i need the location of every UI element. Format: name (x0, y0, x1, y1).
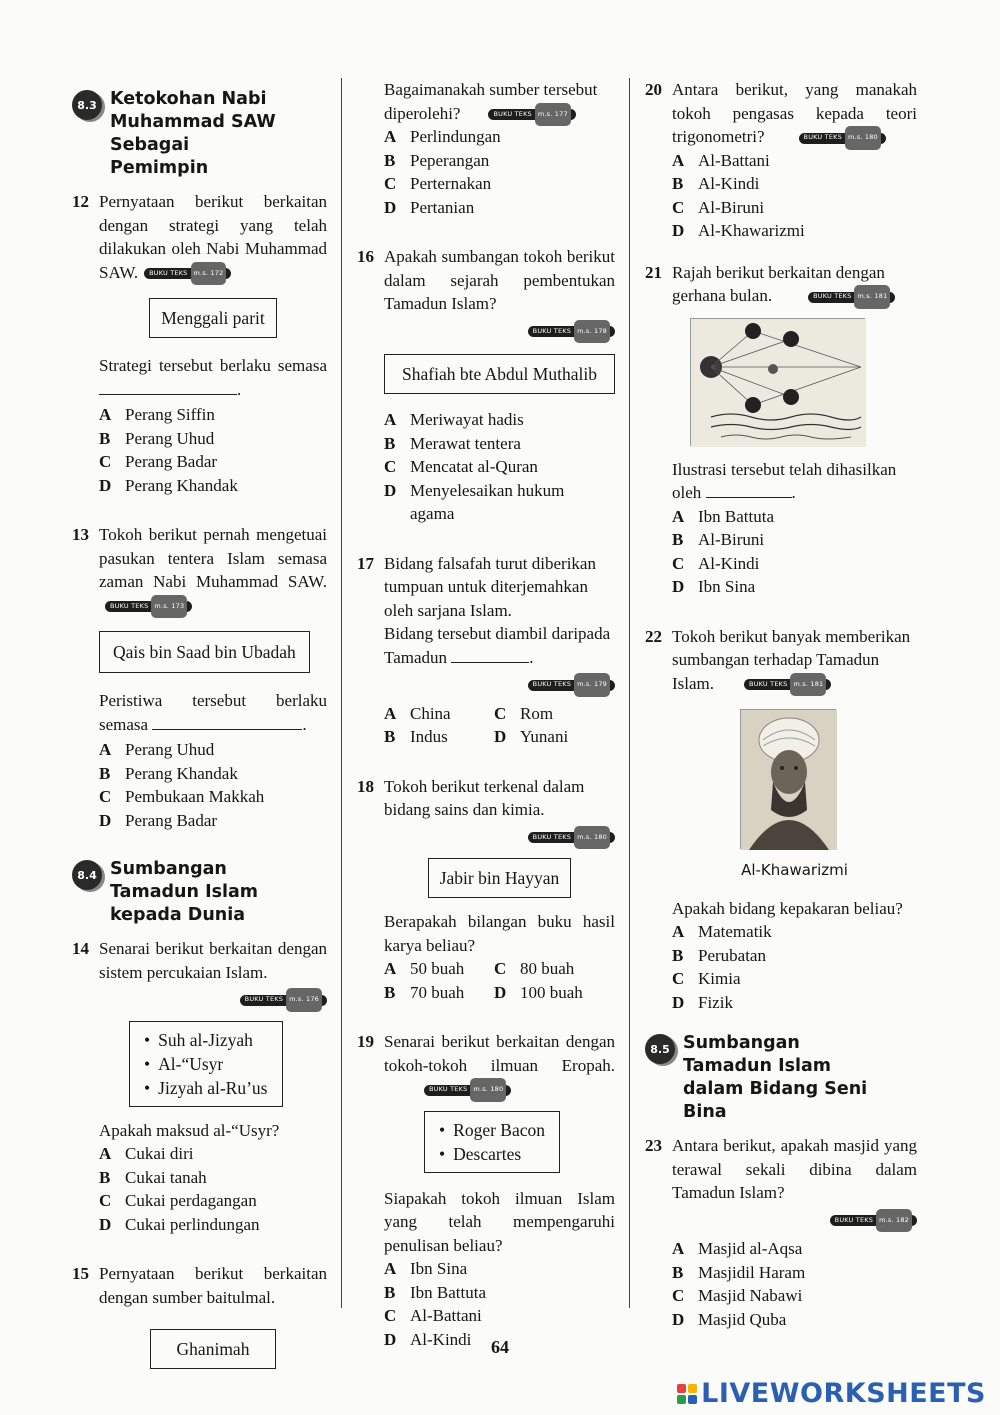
options (99, 403, 327, 497)
question-text: Pernyataan berikut berkaitan dengan sumber baitulmal. (99, 1264, 327, 1307)
option-a[interactable]: A Masjid al-Aqsa (672, 1239, 803, 1258)
section-8-5 (645, 1032, 917, 1124)
section-8-4 (72, 858, 327, 927)
answer-blank[interactable] (451, 662, 529, 663)
question-text: Pernyataan berikut berkaitan dengan strategi yang telah dilakukan oleh Nabi Muhammad SAW. (99, 192, 327, 282)
option-c[interactable]: C Mencatat al-Quran (384, 457, 538, 476)
textbook-ref-tag: BUKU TEKS m.s. 181 (808, 292, 895, 303)
option-b[interactable]: B Perubatan (672, 945, 766, 965)
textbook-ref-tag: BUKU TEKS m.s. 176 (240, 995, 327, 1006)
option-d[interactable]: D Al-Kindi (384, 1329, 472, 1349)
textbook-ref-tag: BUKU TEKS m.s. 182 (830, 1215, 917, 1226)
options (99, 1142, 327, 1236)
option-d[interactable]: D Cukai perlindungan (99, 1214, 260, 1234)
question-text: Bidang falsafah turut diberikan tumpuan untuk diterjemahkan oleh sarjana Islam. (384, 553, 596, 620)
option-a[interactable]: A Perlindungan (384, 127, 501, 146)
question-15 (72, 1262, 327, 1385)
question-18 (357, 775, 615, 1005)
question-text: Senarai berikut berkaitan dengan tokoh-tokoh ilmuan Eropah. (384, 1032, 615, 1075)
textbook-ref-tag: BUKU TEKS m.s. 181 (744, 679, 831, 690)
option-d[interactable]: D Yunani (494, 727, 569, 746)
option-d[interactable]: D Ibn Sina (672, 577, 756, 596)
section-title: Ketokohan Nabi Muhammad SAW Sebagai Pemimpin (110, 89, 276, 178)
column-divider (629, 78, 630, 1308)
section-title: Sumbangan Tamadun Islam dalam Bidang Seni Bina (683, 1033, 868, 1122)
option-b[interactable]: B Indus (384, 727, 448, 746)
question-text: Tokoh berikut pernah mengetuai pasukan tentera Islam semasa zaman Nabi Muhammad SAW. (99, 525, 327, 591)
option-a[interactable]: A Perang Siffin (99, 405, 215, 424)
question-number: 20 (645, 80, 662, 99)
section-badge: 8.4 (72, 860, 102, 890)
column-1 (72, 78, 327, 1389)
column-divider (341, 78, 342, 1308)
option-b[interactable]: B Al-Kindi (672, 174, 760, 193)
question-stem: Bagaimanakah sumber tersebut diperolehi? (384, 80, 598, 123)
option-b[interactable]: B Ibn Battuta (384, 1282, 487, 1302)
question-12: 12 Pernyataan berikut berkaitan dengan strategi yang telah dilakukan oleh Nabi Muhammad SAW. BUKU TEKS m.s. 172 Menggali parit Strategi tersebut berlaku semasa . A Perang Siffin B Perang Uhud C Perang Badar D Perang Khandak (72, 190, 327, 497)
lunar-eclipse-illustration (690, 318, 865, 446)
section-8-3 (72, 88, 327, 180)
list-item: • Descartes (439, 1142, 545, 1166)
stimulus-list (129, 1021, 283, 1107)
option-a[interactable]: A Meriwayat hadis (384, 410, 524, 429)
textbook-ref-tag: BUKU TEKS m.s. 173 (105, 601, 192, 612)
options (384, 702, 615, 749)
option-d[interactable]: D 100 buah (494, 982, 583, 1002)
question-19 (357, 1030, 615, 1351)
question-14 (72, 937, 327, 1236)
options (672, 1237, 917, 1331)
question-number: 16 (357, 247, 374, 266)
section-title: Sumbangan Tamadun Islam kepada Dunia (110, 859, 259, 925)
section-badge: 8.3 (72, 90, 102, 120)
question-stem: Ilustrasi tersebut telah dihasilkan oleh (672, 459, 897, 502)
stimulus-box: Ghanimah (150, 1329, 277, 1369)
question-13: 13 Tokoh berikut pernah mengetuai pasukan tentera Islam semasa zaman Nabi Muhammad SAW. BUKU TEKS m.s. 173 Qais bin Saad bin Ubadah Peristiwa tersebut berlaku semasa . A Perang Uhud B Perang Khandak C Pembukaan Makkah D Perang Badar (72, 523, 327, 832)
question-20 (645, 78, 917, 243)
question-17: 17 Bidang falsafah turut diberikan tumpuan untuk diterjemahkan oleh sarjana Islam. Bidang tersebut diambil daripada Tamadun . BUKU TEKS m.s. 179 A China C Rom B Indus D Yunani (357, 552, 615, 749)
option-d[interactable]: D Perang Khandak (99, 475, 238, 495)
option-b[interactable]: B 70 buah (384, 982, 465, 1002)
option-b[interactable]: B Perang Khandak (99, 763, 238, 783)
question-text: Tokoh berikut banyak memberikan sumbangan terhadap Tamadun Islam. (672, 626, 911, 693)
answer-blank[interactable] (99, 394, 237, 395)
list-item: • Roger Bacon (439, 1118, 545, 1142)
option-b[interactable]: B Perang Uhud (99, 428, 215, 448)
option-d[interactable]: D Fizik (672, 992, 733, 1012)
question-number: 14 (72, 939, 89, 958)
question-stem: Peristiwa tersebut berlaku semasa (99, 691, 327, 734)
question-16 (357, 245, 615, 526)
question-number: 15 (72, 1264, 89, 1283)
question-number: 17 (357, 553, 374, 573)
question-number: 13 (72, 525, 89, 544)
option-c[interactable]: C Al-Biruni (672, 197, 765, 217)
options (672, 505, 917, 599)
option-d[interactable]: D Pertanian (384, 197, 475, 217)
option-a[interactable]: A Matematik (672, 922, 772, 941)
option-c[interactable]: C Rom (494, 703, 554, 723)
portrait-icon (741, 710, 837, 850)
option-c[interactable]: C Masjid Nabawi (672, 1286, 803, 1305)
option-c[interactable]: C 80 buah (494, 959, 575, 978)
question-number: 22 (645, 626, 662, 646)
question-number: 19 (357, 1032, 374, 1051)
al-khawarizmi-portrait (740, 709, 836, 849)
textbook-ref-tag: BUKU TEKS m.s. 179 (528, 680, 615, 691)
column-2 (357, 78, 615, 1355)
textbook-ref-tag: BUKU TEKS m.s. 177 (488, 109, 575, 120)
option-b[interactable]: B Peperangan (384, 150, 490, 170)
question-text: Antara berikut, yang manakah tokoh pengasas kepada teori trigonometri? (672, 80, 917, 146)
option-a[interactable]: A Cukai diri (99, 1144, 194, 1163)
options (672, 149, 917, 243)
option-d[interactable]: D Masjid Quba (672, 1309, 787, 1329)
textbook-ref-tag: BUKU TEKS m.s. 172 (144, 268, 231, 279)
textbook-ref-tag: BUKU TEKS m.s. 180 (424, 1085, 511, 1096)
column-3 (645, 78, 917, 1335)
section-badge: 8.5 (645, 1034, 675, 1064)
option-b[interactable]: B Masjidil Haram (672, 1262, 806, 1282)
stimulus-box: Qais bin Saad bin Ubadah (99, 631, 310, 673)
option-a[interactable]: A Ibn Battuta (672, 506, 775, 526)
question-text: Senarai berikut berkaitan dengan sistem percukaian Islam. (99, 939, 327, 982)
option-b[interactable]: B Cukai tanah (99, 1167, 207, 1187)
list-item: • Al-“Usyr (144, 1052, 268, 1076)
options (672, 920, 917, 1014)
question-number: 12 (72, 192, 89, 211)
option-d[interactable]: D Al-Khawarizmi (672, 221, 805, 240)
page-number: 64 (491, 1337, 509, 1357)
question-stem: Bidang tersebut diambil daripada Tamadun (384, 624, 611, 667)
option-b[interactable]: B Merawat tentera (384, 433, 521, 453)
answer-blank[interactable] (152, 729, 302, 730)
question-text: Antara berikut, apakah masjid yang terawal sekali dibina dalam Tamadun Islam? (672, 1136, 917, 1202)
option-a[interactable]: A Perang Uhud (99, 740, 215, 759)
option-c[interactable]: C Perang Badar (99, 452, 218, 471)
question-stem: Siapakah tokoh ilmuan Islam yang telah mempengaruhi penulisan beliau? (384, 1188, 615, 1255)
option-c[interactable]: C Al-Battani (384, 1306, 482, 1325)
list-item: • Suh al-Jizyah (144, 1028, 268, 1052)
question-stem: Apakah maksud al-“Usyr? (99, 1120, 280, 1140)
question-stem: Strategi tersebut berlaku semasa (99, 356, 327, 375)
options (99, 738, 327, 832)
question-15-continued (357, 78, 615, 219)
option-c[interactable]: C Kimia (672, 969, 741, 988)
question-number: 18 (357, 776, 374, 796)
stimulus-box: Shafiah bte Abdul Muthalib (384, 354, 615, 394)
textbook-ref-tag: BUKU TEKS m.s. 180 (799, 133, 886, 144)
option-a[interactable]: A Al-Battani (672, 150, 770, 170)
brand-name: LIVEWORKSHEETS (701, 1378, 986, 1409)
question-number: 23 (645, 1136, 662, 1155)
answer-blank[interactable] (706, 497, 792, 498)
question-text: Tokoh berikut terkenal dalam bidang sains dan kimia. (384, 776, 585, 819)
question-text: Apakah sumbangan tokoh berikut dalam sejarah pembentukan Tamadun Islam? (384, 247, 615, 313)
option-b[interactable]: B Al-Biruni (672, 530, 765, 549)
option-c[interactable]: C Al-Kindi (672, 553, 760, 573)
question-22 (645, 625, 917, 1015)
options (384, 125, 615, 219)
liveworksheets-grid-icon (677, 1384, 697, 1404)
option-c[interactable]: C Cukai perdagangan (99, 1191, 257, 1210)
question-number: 21 (645, 262, 662, 282)
stimulus-list (424, 1111, 560, 1173)
option-d[interactable]: D Menyelesaikan hukum agama (384, 480, 565, 523)
option-d[interactable]: D Perang Badar (99, 810, 218, 830)
question-stem: Berapakah bilangan buku hasil karya beliau? (384, 912, 615, 955)
liveworksheets-logo[interactable] (677, 1378, 986, 1409)
question-23 (645, 1134, 917, 1331)
question-text: Rajah berikut berkaitan dengan gerhana bulan. (672, 262, 885, 305)
option-c[interactable]: C Perternakan (384, 174, 492, 193)
eclipse-diagram-icon (691, 319, 866, 447)
option-a[interactable]: A China (384, 703, 451, 723)
options (384, 408, 615, 526)
stimulus-box: Menggali parit (149, 298, 277, 338)
option-a[interactable]: A 50 buah (384, 959, 465, 978)
option-c[interactable]: C Pembukaan Makkah (99, 787, 265, 806)
textbook-ref-tag: BUKU TEKS m.s. 180 (528, 832, 615, 843)
portrait-caption: Al-Khawarizmi (741, 861, 848, 879)
question-stem: Apakah bidang kepakaran beliau? (672, 898, 903, 918)
stimulus-box: Jabir bin Hayyan (428, 858, 572, 898)
list-item: • Jizyah al-Ru’us (144, 1076, 268, 1100)
options (384, 957, 615, 1004)
question-21: 21 Rajah berikut berkaitan dengan gerhana bulan. BUKU TEKS m.s. 181 Ilustrasi tersebut telah dihasilkan oleh . A Ibn Battuta B Al-Biruni C Al-Kindi D Ibn Sina (645, 261, 917, 599)
textbook-ref-tag: BUKU TEKS m.s. 178 (528, 326, 615, 337)
option-a[interactable]: A Ibn Sina (384, 1259, 468, 1278)
